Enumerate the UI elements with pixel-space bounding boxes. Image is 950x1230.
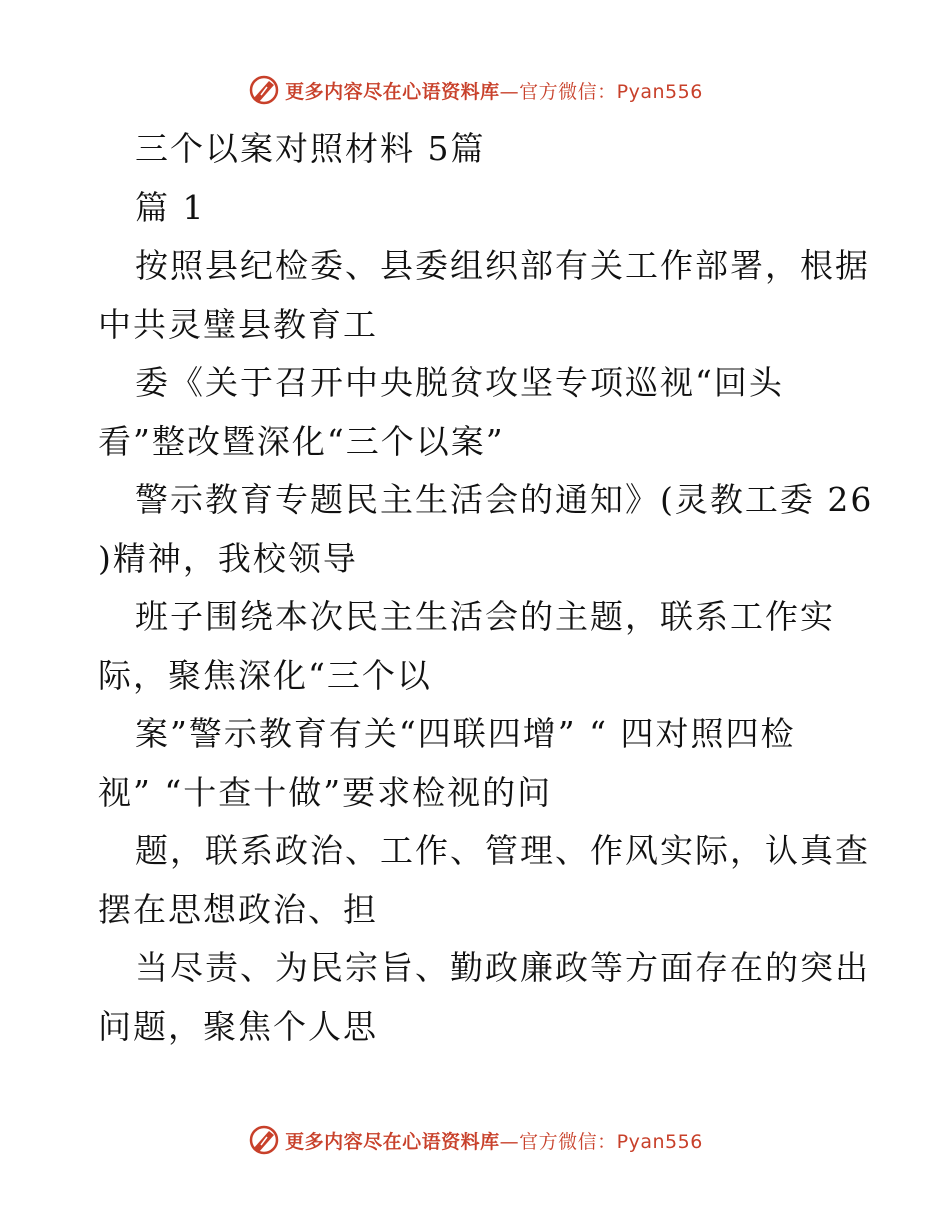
paragraph-line: 问题，聚焦个人思 — [98, 1006, 378, 1046]
paragraph-line: 警示教育专题民主生活会的通知》(灵教工委 26 — [135, 480, 874, 519]
section-heading: 篇 1 — [135, 187, 206, 227]
watermark-text — [285, 1127, 703, 1154]
paragraph-line: 按照县纪检委、县委组织部有关工作部署，根据 — [135, 246, 870, 285]
paragraph-line: 视” “十查十做”要求检视的问 — [98, 772, 553, 812]
document-title: 三个以案对照材料 5篇 — [135, 129, 486, 168]
paragraph-line: 委《关于召开中央脱贫攻坚专项巡视“回头 — [135, 363, 784, 402]
watermark-rest: —官方微信：Pyan556 — [499, 1130, 703, 1153]
paragraph-line: )精神，我校领导 — [98, 538, 358, 578]
watermark-bold: 更多内容尽在心语资料库 — [285, 80, 500, 103]
header-watermark — [0, 70, 950, 110]
paragraph-line: 摆在思想政治、担 — [98, 889, 378, 929]
paragraph-line: 题，联系政治、工作、管理、作风实际，认真查 — [135, 831, 870, 870]
document-body — [98, 120, 874, 1056]
paragraph-line: 班子围绕本次民主生活会的主题，联系工作实 — [135, 597, 835, 636]
footer-watermark — [0, 1120, 950, 1160]
paragraph-line: 看”整改暨深化“三个以案” — [98, 421, 505, 461]
pen-nib-logo-icon — [247, 73, 281, 107]
watermark-text — [285, 77, 703, 104]
paragraph-line: 当尽责、为民宗旨、勤政廉政等方面存在的突出 — [135, 948, 870, 987]
pen-nib-logo-icon — [247, 1123, 281, 1157]
paragraph-line: 案”警示教育有关“四联四增” “ 四对照四检 — [135, 714, 796, 753]
paragraph-line: 际，聚焦深化“三个以 — [98, 655, 432, 695]
watermark-rest: —官方微信：Pyan556 — [499, 80, 703, 103]
paragraph-line: 中共灵璧县教育工 — [98, 304, 378, 344]
watermark-bold: 更多内容尽在心语资料库 — [285, 1130, 500, 1153]
